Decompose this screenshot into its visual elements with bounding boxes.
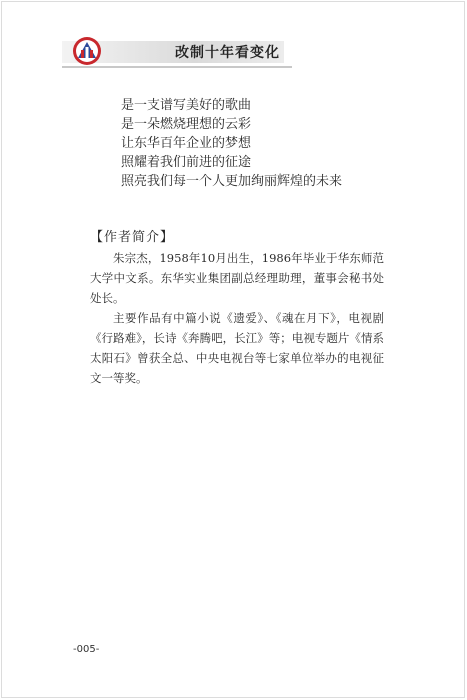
page-number: -005-	[73, 644, 100, 655]
poem-line: 是一朵燃烧理想的云彩	[121, 117, 252, 132]
company-logo-icon	[72, 36, 102, 66]
author-intro-paragraph: 主要作品有中篇小说《遗爱》、《魂在月下》，电视剧《行路难》，长诗《奔腾吧，长江》等；电视专题片《情系太阳石》曾获全总、中央电视台等七家单位举办的电视征文一等奖。	[90, 311, 384, 385]
header-divider	[62, 66, 292, 68]
author-intro-paragraph: 朱宗杰，1958年10月出生，1986年毕业于华东师范大学中文系。东华实业集团副总经理助理，董事会秘书处处长。	[90, 251, 384, 305]
poem-line: 照耀着我们前进的征途	[121, 155, 252, 170]
poem-block	[121, 96, 342, 191]
poem-line: 让东华百年企业的梦想	[121, 136, 252, 151]
poem-line: 是一支谱写美好的歌曲	[121, 98, 252, 113]
author-intro-heading: 【作者简介】	[90, 230, 175, 245]
poem-line: 照亮我们每一个人更加绚丽辉煌的未来	[121, 174, 343, 189]
author-intro-body	[90, 248, 384, 388]
page-header-title: 改制十年看变化	[175, 45, 280, 61]
